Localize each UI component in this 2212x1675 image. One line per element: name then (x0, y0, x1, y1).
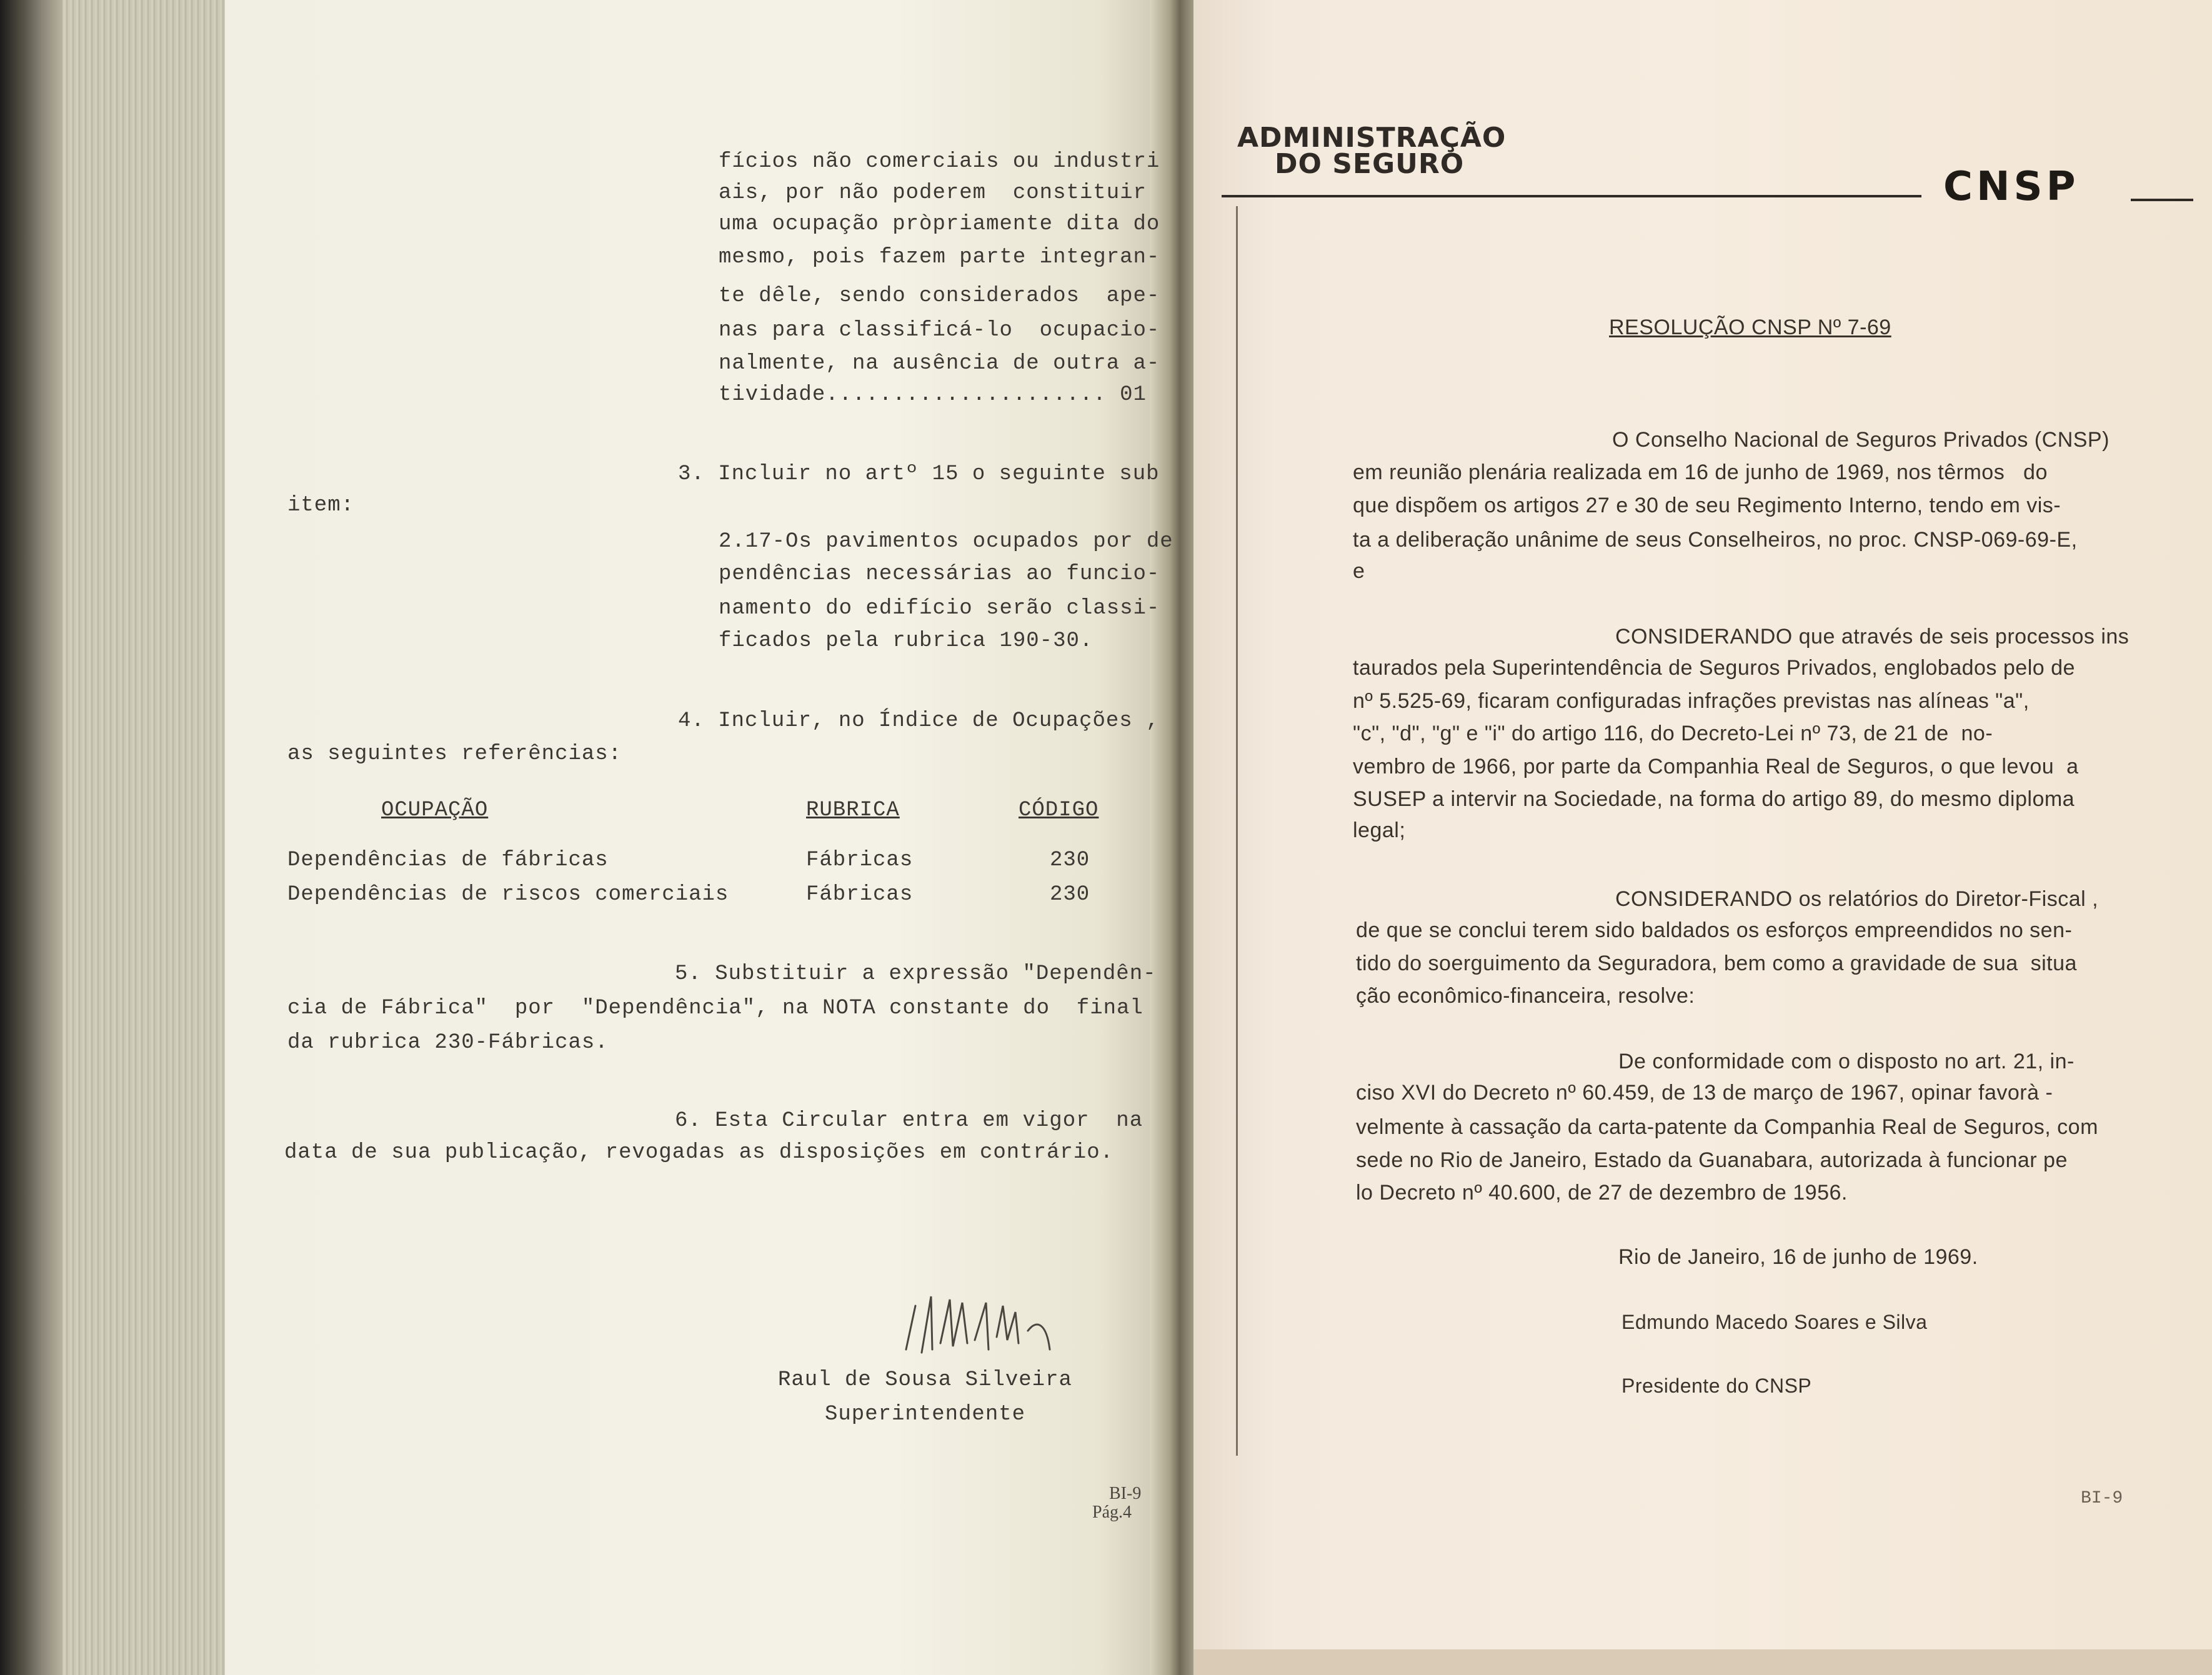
item4-line: as seguintes referências: (287, 742, 622, 766)
table-cell: Fábricas (806, 848, 914, 872)
table-cell: 230 (1050, 848, 1090, 872)
item2-line: te dêle, sendo considerados ape- (719, 284, 1160, 308)
item2-line: nas para classificá-lo ocupacio- (719, 319, 1160, 342)
para3-line: ção econômico-financeira, resolve: (1356, 984, 1695, 1008)
item2-line: fícios não comerciais ou industri (719, 150, 1160, 174)
table-cell: Dependências de fábricas (287, 848, 609, 872)
cnsp-brand: CNSP (1943, 164, 2080, 210)
item5-line: da rubrica 230-Fábricas. (287, 1031, 609, 1055)
item3-line: item: (287, 494, 355, 517)
para4-line: lo Decreto nº 40.600, de 27 de dezembro de 1956. (1356, 1181, 1848, 1205)
date-line: Rio de Janeiro, 16 de junho de 1969. (1618, 1245, 1978, 1269)
table-cell: 230 (1050, 883, 1090, 907)
item2-line: uma ocupação pròpriamente dita do (719, 212, 1160, 236)
para2-line: CONSIDERANDO que através de seis processos ins (1615, 625, 2130, 649)
item2-line: nalmente, na ausência de outra a- (719, 352, 1160, 375)
page-stack (62, 0, 225, 1675)
sub-item-line: namento do edifício serão classi- (719, 597, 1160, 620)
header-rule-right (2131, 199, 2193, 201)
item2-line: mesmo, pois fazem parte integran- (719, 246, 1160, 269)
para2-line: legal; (1353, 818, 1406, 842)
book-edge (0, 0, 62, 1675)
item5-line: 5. Substituir a expressão "Dependên- (675, 962, 1157, 986)
table-cell: Fábricas (806, 883, 914, 907)
table-header-ocupacao: OCUPAÇÃO (381, 798, 489, 822)
footer-page-left: Pág.4 (1092, 1503, 1132, 1522)
masthead-line1: ADMINISTRAÇÃO (1237, 122, 1507, 154)
para1-line: que dispõem os artigos 27 e 30 de seu Regimento Interno, tendo em vis- (1353, 494, 2061, 517)
para3-line: de que se conclui terem sido baldados os esforços empreendidos no sen- (1356, 918, 2073, 942)
footer-code-right: BI-9 (2081, 1489, 2123, 1508)
sub-item-line: 2.17-Os pavimentos ocupados por de (719, 530, 1173, 554)
header-rule (1222, 195, 1921, 197)
para2-line: vembro de 1966, por parte da Companhia Real de Seguros, o que levou a (1353, 755, 2079, 778)
signatory-title-right: Presidente do CNSP (1622, 1374, 1812, 1397)
item6-line: data de sua publicação, revogadas as disposições em contrário. (284, 1141, 1114, 1165)
signatory-name-left: Raul de Sousa Silveira (778, 1368, 1072, 1392)
item3-line: 3. Incluir no artº 15 o seguinte sub (678, 462, 1160, 486)
para4-line: velmente à cassação da carta-patente da Companhia Real de Seguros, com (1356, 1115, 2098, 1139)
signatory-title-left: Superintendente (825, 1403, 1026, 1426)
masthead (1237, 122, 1507, 180)
item2-line: tividade..................... 01 (719, 383, 1147, 407)
resolution-title: RESOLUÇÃO CNSP Nº 7-69 (1609, 316, 1891, 339)
para2-line: SUSEP a intervir na Sociedade, na forma do artigo 89, do mesmo diploma (1353, 787, 2075, 811)
table-cell: Dependências de riscos comerciais (287, 883, 729, 907)
para2-line: "c", "d", "g" e "i" do artigo 116, do Decreto-Lei nº 73, de 21 de no- (1353, 722, 1993, 745)
para4-line: sede no Rio de Janeiro, Estado da Guanabara, autorizada à funcionar pe (1356, 1148, 2068, 1172)
table-header-rubrica: RUBRICA (806, 798, 900, 822)
handwritten-signature-left (894, 1281, 1081, 1368)
sub-item-line: pendências necessárias ao funcio- (719, 562, 1160, 586)
item6-line: 6. Esta Circular entra em vigor na (675, 1109, 1143, 1133)
masthead-line2: DO SEGURO (1275, 148, 1465, 180)
para1-line: O Conselho Nacional de Seguros Privados (CNSP) (1612, 428, 2110, 452)
para4-line: De conformidade com o disposto no art. 21, in- (1618, 1050, 2075, 1073)
item5-line: cia de Fábrica" por "Dependência", na NOTA constante do final (287, 997, 1143, 1020)
para4-line: ciso XVI do Decreto nº 60.459, de 13 de março de 1967, opinar favorà - (1356, 1081, 2053, 1105)
sub-item-line: ficados pela rubrica 190-30. (719, 629, 1094, 653)
page-bottom-strip (1193, 1649, 2212, 1675)
signatory-name-right: Edmundo Macedo Soares e Silva (1622, 1311, 1928, 1333)
item4-line: 4. Incluir, no Índice de Ocupações , (678, 709, 1160, 733)
para3-line: CONSIDERANDO os relatórios do Diretor-Fiscal , (1615, 887, 2099, 911)
para2-line: nº 5.525-69, ficaram configuradas infrações previstas nas alíneas "a", (1353, 689, 2030, 713)
para1-line: em reunião plenária realizada em 16 de junho de 1969, nos têrmos do (1353, 460, 2048, 484)
para1-line: ta a deliberação unânime de seus Conselheiros, no proc. CNSP-069-69-E, (1353, 528, 2078, 552)
item2-line: ais, por não poderem constituir (719, 181, 1147, 205)
para1-line: e (1353, 559, 1365, 583)
table-header-codigo: CÓDIGO (1019, 798, 1099, 822)
right-page (1193, 0, 2212, 1675)
footer-code-left: BI-9 (1109, 1484, 1142, 1503)
para3-line: tido do soerguimento da Seguradora, bem como a gravidade de sua situa (1356, 952, 2077, 975)
margin-rule (1236, 206, 1238, 1456)
para2-line: taurados pela Superintendência de Seguros Privados, englobados pelo de (1353, 656, 2075, 680)
